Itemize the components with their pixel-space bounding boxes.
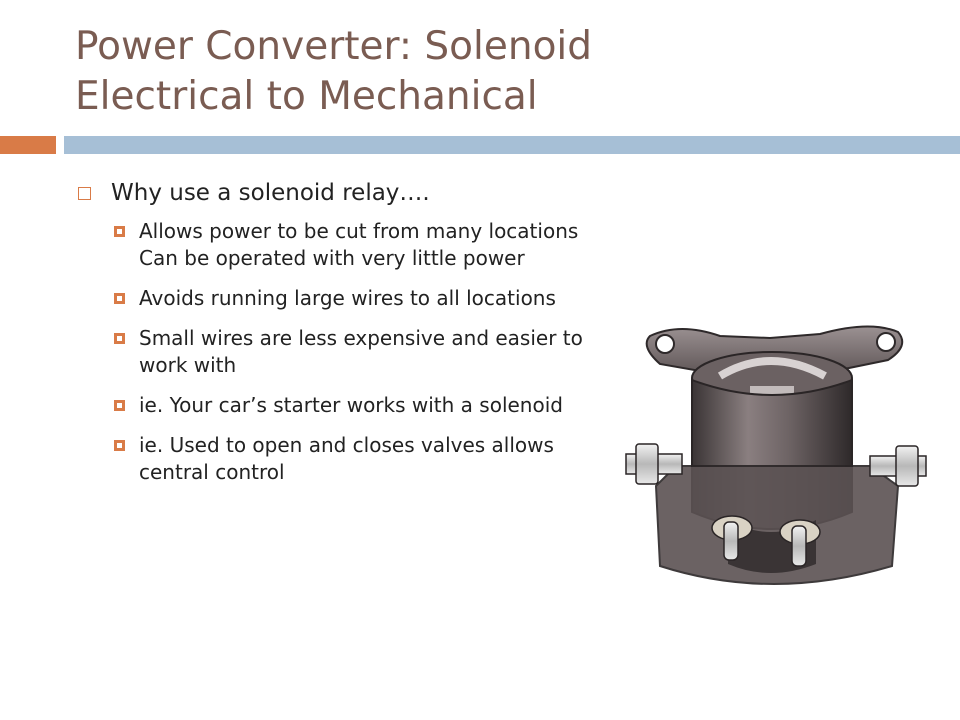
- square-bullet-icon: [114, 293, 125, 304]
- slide-title: [75, 22, 715, 122]
- bullet-level1: [72, 174, 632, 212]
- square-bullet-icon: [114, 333, 125, 344]
- mount-hole-left: [656, 335, 674, 353]
- bullet-text: ie. Used to open and closes valves allows central control: [139, 433, 554, 484]
- bullet-text: Small wires are less expensive and easier to work with: [139, 326, 583, 377]
- slide-body: [72, 174, 632, 499]
- bullet-text: Avoids running large wires to all locations: [139, 286, 556, 310]
- bullet-level2: [114, 285, 632, 312]
- slide-title-line-1: Power Converter: Solenoid: [75, 24, 593, 69]
- title-rule-bar: [64, 136, 960, 154]
- bullet-level2: [114, 325, 632, 379]
- bullet-level2: [114, 392, 632, 419]
- mount-hole-right: [877, 333, 895, 351]
- title-rule-accent: [0, 136, 56, 154]
- bullet-level2: [114, 218, 632, 272]
- bullet-text: ie. Your car’s starter works with a solenoid: [139, 393, 563, 417]
- square-bullet-icon: [114, 440, 125, 451]
- slide-title-line-2: Electrical to Mechanical: [75, 74, 538, 119]
- terminal-right-nut: [896, 446, 918, 486]
- small-terminal-left: [724, 522, 738, 560]
- bullet-heading: Why use a solenoid relay….: [111, 180, 430, 206]
- bullet-level2: [114, 432, 632, 486]
- terminal-left-nut: [636, 444, 658, 484]
- hollow-square-bullet-icon: [78, 187, 91, 200]
- square-bullet-icon: [114, 400, 125, 411]
- square-bullet-icon: [114, 226, 125, 237]
- bullet-text: Allows power to be cut from many locations Can be operated with very little power: [139, 219, 579, 270]
- small-terminal-right: [792, 526, 806, 566]
- solenoid-relay-photo: [620, 316, 932, 602]
